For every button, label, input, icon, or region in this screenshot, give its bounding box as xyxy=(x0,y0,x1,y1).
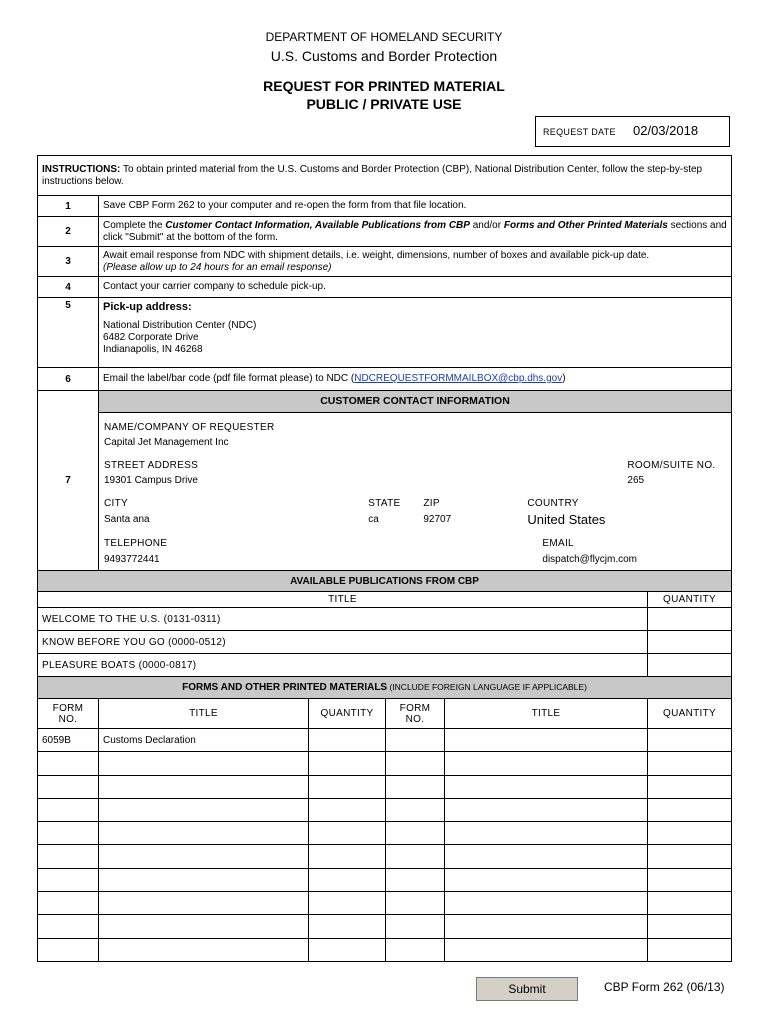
publications-section-header: AVAILABLE PUBLICATIONS FROM CBP xyxy=(38,571,732,592)
step-4-text: Contact your carrier company to schedule pick-up. xyxy=(99,277,732,298)
phone-label: TELEPHONE xyxy=(104,538,168,549)
city-field[interactable]: Santa ana xyxy=(104,513,150,525)
step-2-part-a: Complete the xyxy=(103,219,166,231)
country-field[interactable]: United States xyxy=(527,511,606,527)
contact-fields xyxy=(99,413,731,569)
room-label: ROOM/SUITE NO. xyxy=(627,460,716,471)
publications-title-header: TITLE xyxy=(38,592,648,608)
step-6-text xyxy=(99,368,732,391)
form-title-field-right[interactable] xyxy=(445,845,648,868)
form-title-field-left[interactable] xyxy=(99,915,309,938)
city-label: CITY xyxy=(104,498,128,509)
form-title-field-right[interactable] xyxy=(445,798,648,821)
forms-header-row xyxy=(38,677,732,699)
form-no-field-right[interactable] xyxy=(386,822,445,845)
request-date-field[interactable]: 02/03/2018 xyxy=(633,123,699,138)
street-label: STREET ADDRESS xyxy=(104,460,199,471)
ndc-email-link[interactable]: NDCREQUESTFORMMAILBOX@cbp.dhs.gov xyxy=(354,373,563,384)
form-quantity-field-right[interactable] xyxy=(648,729,732,752)
step-7-number: 7 xyxy=(38,391,99,571)
form-quantity-field-right[interactable] xyxy=(648,845,732,868)
form-title-field-left[interactable] xyxy=(99,938,309,961)
form-title-field-left[interactable] xyxy=(99,775,309,798)
step-2-part-c: and/or xyxy=(469,219,504,231)
form-quantity-field-left[interactable] xyxy=(309,892,386,915)
form-no-field-right[interactable] xyxy=(386,868,445,891)
form-row xyxy=(38,775,732,798)
publication-row xyxy=(38,631,732,654)
form-title-field-right[interactable] xyxy=(445,868,648,891)
form-no-field-left[interactable] xyxy=(38,752,99,775)
publication-title: KNOW BEFORE YOU GO (0000-0512) xyxy=(38,631,648,654)
state-field[interactable]: ca xyxy=(368,513,379,525)
form-no-field-left[interactable] xyxy=(38,845,99,868)
form-quantity-field-right[interactable] xyxy=(648,752,732,775)
form-quantity-field-right[interactable] xyxy=(648,868,732,891)
form-no-field-left[interactable] xyxy=(38,892,99,915)
step-6-row xyxy=(38,368,732,391)
form-no-field-left[interactable]: 6059B xyxy=(38,729,99,752)
step-6-number: 6 xyxy=(38,368,99,391)
form-no-field-left[interactable] xyxy=(38,798,99,821)
publication-title: WELCOME TO THE U.S. (0131-0311) xyxy=(38,608,648,631)
form-title: REQUEST FOR PRINTED MATERIAL xyxy=(263,78,505,94)
contact-section-header: CUSTOMER CONTACT INFORMATION xyxy=(99,391,731,413)
form-title-field-right[interactable] xyxy=(445,938,648,961)
form-title-field-right[interactable] xyxy=(445,775,648,798)
form-title-field-right[interactable] xyxy=(445,729,648,752)
form-row xyxy=(38,798,732,821)
form-quantity-field-left[interactable] xyxy=(309,822,386,845)
step-3-text xyxy=(99,247,732,277)
step-5-text xyxy=(99,298,732,368)
publication-quantity-field[interactable] xyxy=(648,631,732,654)
form-row xyxy=(38,915,732,938)
forms-section-header xyxy=(38,677,732,699)
department-name: DEPARTMENT OF HOMELAND SECURITY xyxy=(265,30,503,44)
phone-field[interactable]: 9493772441 xyxy=(104,553,160,565)
form-no-field-right[interactable] xyxy=(386,752,445,775)
form-quantity-field-right[interactable] xyxy=(648,822,732,845)
step-2-row xyxy=(38,217,732,247)
publications-header-row xyxy=(38,571,732,592)
form-quantity-field-left[interactable] xyxy=(309,915,386,938)
form-no-header-right: FORM NO. xyxy=(386,699,445,729)
pickup-line-1: National Distribution Center (NDC) xyxy=(103,320,257,331)
form-quantity-field-left[interactable] xyxy=(309,729,386,752)
step-2-text xyxy=(99,217,732,247)
contact-info-cell xyxy=(99,391,732,571)
form-title-field-left[interactable] xyxy=(99,845,309,868)
form-no-field-right[interactable] xyxy=(386,798,445,821)
country-label: COUNTRY xyxy=(527,498,579,509)
room-field[interactable]: 265 xyxy=(627,474,645,486)
form-no-field-left[interactable] xyxy=(38,915,99,938)
email-field[interactable]: dispatch@flycjm.com xyxy=(542,553,638,565)
form-no-header-left: FORM NO. xyxy=(38,699,99,729)
instructions xyxy=(38,156,732,196)
step-3-row xyxy=(38,247,732,277)
form-quantity-field-right[interactable] xyxy=(648,915,732,938)
step-5-number: 5 xyxy=(38,298,99,368)
form-row xyxy=(38,845,732,868)
form-no-field-left[interactable] xyxy=(38,775,99,798)
publication-title: PLEASURE BOATS (0000-0817) xyxy=(38,654,648,677)
form-quantity-field-right[interactable] xyxy=(648,775,732,798)
publication-row xyxy=(38,608,732,631)
form-number: CBP Form 262 (06/13) xyxy=(604,980,725,994)
form-no-field-right[interactable] xyxy=(386,775,445,798)
form-title-field-left[interactable] xyxy=(99,798,309,821)
form-row xyxy=(38,729,732,752)
step-3-number: 3 xyxy=(38,247,99,277)
agency-name: U.S. Customs and Border Protection xyxy=(270,48,498,64)
step-2-part-b: Customer Contact Information, Available Publications from CBP xyxy=(165,219,470,231)
publication-row xyxy=(38,654,732,677)
email-label: EMAIL xyxy=(542,538,574,549)
form-row xyxy=(38,938,732,961)
form-title-field-left[interactable] xyxy=(99,868,309,891)
forms-section-note: (INCLUDE FOREIGN LANGUAGE IF APPLICABLE) xyxy=(387,682,587,692)
step-6-close: ) xyxy=(562,373,566,384)
form-quantity-field-right[interactable] xyxy=(648,892,732,915)
step-1-row xyxy=(38,196,732,217)
form-quantity-field-left[interactable] xyxy=(309,938,386,961)
publications-columns xyxy=(38,592,732,608)
form-title-field-right[interactable] xyxy=(445,915,648,938)
step-4-row xyxy=(38,277,732,298)
request-date-label: REQUEST DATE xyxy=(543,127,616,137)
forms-section-title: FORMS AND OTHER PRINTED MATERIALS xyxy=(182,682,388,693)
form-quantity-field-right[interactable] xyxy=(648,938,732,961)
instructions-row xyxy=(38,156,732,196)
submit-button[interactable]: Submit xyxy=(476,977,578,1001)
forms-columns xyxy=(38,699,732,729)
step-3-main: Await email response from NDC with shipment details, i.e. weight, dimensions, number of boxes and available pick-up date. xyxy=(103,249,650,261)
zip-label: ZIP xyxy=(423,498,440,509)
form-quantity-field-left[interactable] xyxy=(309,775,386,798)
step-2-part-d: Forms and Other Printed Materials xyxy=(503,219,668,231)
request-date-box xyxy=(535,116,730,147)
form-title-field-left[interactable] xyxy=(99,892,309,915)
pickup-line-3: Indianapolis, IN 46268 xyxy=(103,344,203,355)
form-no-field-left[interactable] xyxy=(38,938,99,961)
form-title-field-right[interactable] xyxy=(445,822,648,845)
state-label: STATE xyxy=(368,498,401,509)
form-no-field-right[interactable] xyxy=(386,915,445,938)
form-quantity-field-left[interactable] xyxy=(309,752,386,775)
step-2-part-e: sections and click "Submit" at the bottom of the form. xyxy=(103,219,727,243)
step-1-text: Save CBP Form 262 to your computer and re-open the form from that file location. xyxy=(99,196,732,217)
form-no-field-right[interactable] xyxy=(386,892,445,915)
name-field[interactable]: Capital Jet Management Inc xyxy=(104,436,229,448)
form-no-field-left[interactable] xyxy=(38,868,99,891)
form-no-field-left[interactable] xyxy=(38,822,99,845)
form-subtitle: PUBLIC / PRIVATE USE xyxy=(306,96,462,112)
form-title-header-right: TITLE xyxy=(445,699,648,729)
step-6-main: Email the label/bar code (pdf file format please) to NDC ( xyxy=(103,373,355,384)
name-label: NAME/COMPANY OF REQUESTER xyxy=(104,422,275,433)
pickup-heading: Pick-up address: xyxy=(103,301,192,313)
form-quantity-header-right: QUANTITY xyxy=(648,699,732,729)
form-title-field-left[interactable] xyxy=(99,752,309,775)
form-title-header-left: TITLE xyxy=(99,699,309,729)
step-2-number: 2 xyxy=(38,217,99,247)
form-title-field-left[interactable] xyxy=(99,822,309,845)
instructions-text: To obtain printed material from the U.S. Customs and Border Protection (CBP), National Distribution Center, follow the step-by-step instructions below. xyxy=(42,163,703,187)
pickup-line-2: 6482 Corporate Drive xyxy=(103,332,199,343)
step-7-row xyxy=(38,391,732,571)
form-quantity-field-left[interactable] xyxy=(309,798,386,821)
zip-field[interactable]: 92707 xyxy=(423,513,452,525)
form-no-field-right[interactable] xyxy=(386,845,445,868)
form-no-field-right[interactable] xyxy=(386,938,445,961)
publications-quantity-header: QUANTITY xyxy=(648,592,732,608)
form-row xyxy=(38,868,732,891)
form-row xyxy=(38,892,732,915)
step-3-note: (Please allow up to 24 hours for an email response) xyxy=(103,261,332,273)
form-no-field-right[interactable] xyxy=(386,729,445,752)
form-title-field-left[interactable]: Customs Declaration xyxy=(99,729,309,752)
instructions-lead: INSTRUCTIONS: xyxy=(42,163,121,175)
form-title-field-right[interactable] xyxy=(445,892,648,915)
form-table xyxy=(37,155,732,962)
form-quantity-field-left[interactable] xyxy=(309,845,386,868)
publication-quantity-field[interactable] xyxy=(648,654,732,677)
step-1-number: 1 xyxy=(38,196,99,217)
step-5-row xyxy=(38,298,732,368)
form-row xyxy=(38,752,732,775)
form-quantity-header-left: QUANTITY xyxy=(309,699,386,729)
publication-quantity-field[interactable] xyxy=(648,608,732,631)
step-4-number: 4 xyxy=(38,277,99,298)
form-row xyxy=(38,822,732,845)
form-quantity-field-right[interactable] xyxy=(648,798,732,821)
street-field[interactable]: 19301 Campus Drive xyxy=(104,474,198,486)
form-title-field-right[interactable] xyxy=(445,752,648,775)
form-quantity-field-left[interactable] xyxy=(309,868,386,891)
